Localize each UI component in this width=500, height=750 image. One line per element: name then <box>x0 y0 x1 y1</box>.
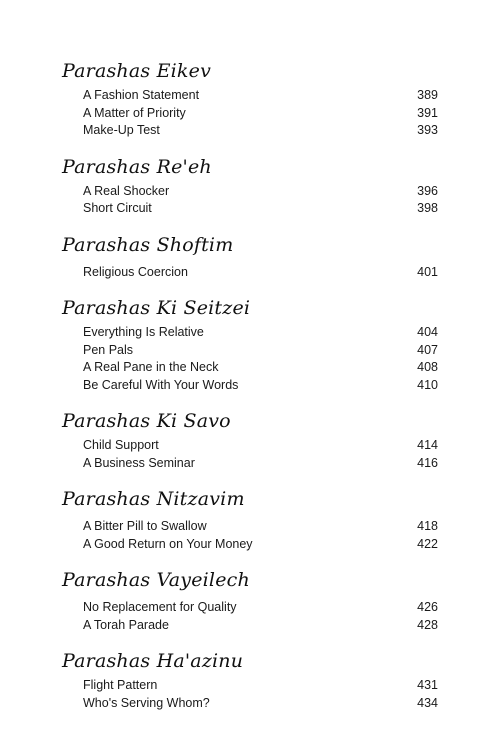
toc-entry[interactable] <box>62 377 438 395</box>
toc-entry[interactable] <box>62 536 438 554</box>
entry-page-number: 401 <box>417 264 438 279</box>
entry-page-number: 410 <box>417 377 438 392</box>
toc-entry[interactable] <box>62 359 438 377</box>
toc-entry[interactable] <box>62 87 438 105</box>
toc-entry[interactable] <box>62 324 438 342</box>
entry-title: A Bitter Pill to Swallow <box>83 519 207 533</box>
section-title: Parashas Nitzavim <box>62 488 245 510</box>
entry-page-number: 396 <box>417 183 438 198</box>
entry-title: Flight Pattern <box>83 678 158 692</box>
toc-entry[interactable] <box>62 183 438 201</box>
toc-entry[interactable] <box>62 599 438 617</box>
entry-title: Pen Pals <box>83 342 134 357</box>
section-title: Parashas Ki Savo <box>62 410 231 432</box>
toc-entry[interactable] <box>62 695 438 713</box>
toc-entry[interactable] <box>62 455 438 473</box>
entry-title: A Torah Parade <box>83 617 169 632</box>
toc-section-vayeilech <box>62 567 438 634</box>
entry-title: Make-Up Test <box>83 123 160 137</box>
section-title: Parashas Ha'azinu <box>62 650 244 672</box>
toc-section-ki-savo <box>62 408 438 472</box>
entry-page-number: 416 <box>417 455 438 470</box>
section-title: Parashas Ki Seitzei <box>62 297 251 319</box>
entry-title: A Business Seminar <box>83 455 195 470</box>
entry-page-number: 404 <box>417 325 438 339</box>
section-title: Parashas Shoftim <box>62 233 234 256</box>
toc-section-haazinu <box>62 648 438 712</box>
entry-title: Everything Is Relative <box>83 325 204 339</box>
toc-section-reeh <box>62 154 438 218</box>
toc-entry[interactable] <box>62 342 438 360</box>
toc-entry[interactable] <box>62 437 438 455</box>
toc-entry[interactable] <box>62 122 438 140</box>
entry-title: Child Support <box>83 438 159 452</box>
toc-entry[interactable] <box>62 105 438 123</box>
toc-section-shoftim <box>62 232 438 282</box>
entry-page-number: 422 <box>417 536 438 551</box>
entry-page-number: 428 <box>417 617 438 632</box>
toc-entry[interactable] <box>62 518 438 536</box>
toc-entry[interactable] <box>62 617 438 635</box>
entry-title: A Fashion Statement <box>83 88 200 102</box>
entry-title: A Matter of Priority <box>83 105 186 120</box>
entry-title: A Real Pane in the Neck <box>83 360 219 374</box>
entry-title: A Real Shocker <box>83 183 170 198</box>
entry-page-number: 431 <box>417 678 438 692</box>
toc-section-eikev <box>62 58 438 140</box>
section-title: Parashas Vayeilech <box>62 569 250 591</box>
entry-title: Who's Serving Whom? <box>83 695 210 710</box>
entry-page-number: 418 <box>417 519 438 533</box>
entry-page-number: 414 <box>417 438 438 452</box>
toc-entry[interactable] <box>62 264 438 282</box>
entry-title: A Good Return on Your Money <box>83 536 253 551</box>
toc-section-nitzavim <box>62 486 438 553</box>
entry-title: Religious Coercion <box>83 264 188 279</box>
toc-entry[interactable] <box>62 677 438 695</box>
table-of-contents <box>62 58 438 726</box>
entry-page-number: 426 <box>417 600 438 614</box>
entry-title: Be Careful With Your Words <box>83 377 239 392</box>
entry-page-number: 391 <box>417 105 438 120</box>
entry-page-number: 408 <box>417 360 438 374</box>
toc-section-ki-seitzei <box>62 295 438 394</box>
toc-entry[interactable] <box>62 200 438 218</box>
entry-title: Short Circuit <box>83 201 152 215</box>
section-title: Parashas Eikev <box>62 60 212 82</box>
entry-page-number: 389 <box>417 88 438 102</box>
entry-page-number: 407 <box>417 342 438 357</box>
entry-title: No Replacement for Quality <box>83 600 237 614</box>
entry-page-number: 393 <box>417 123 438 137</box>
section-title: Parashas Re'eh <box>62 155 212 178</box>
entry-page-number: 434 <box>417 695 438 710</box>
entry-page-number: 398 <box>417 201 438 215</box>
